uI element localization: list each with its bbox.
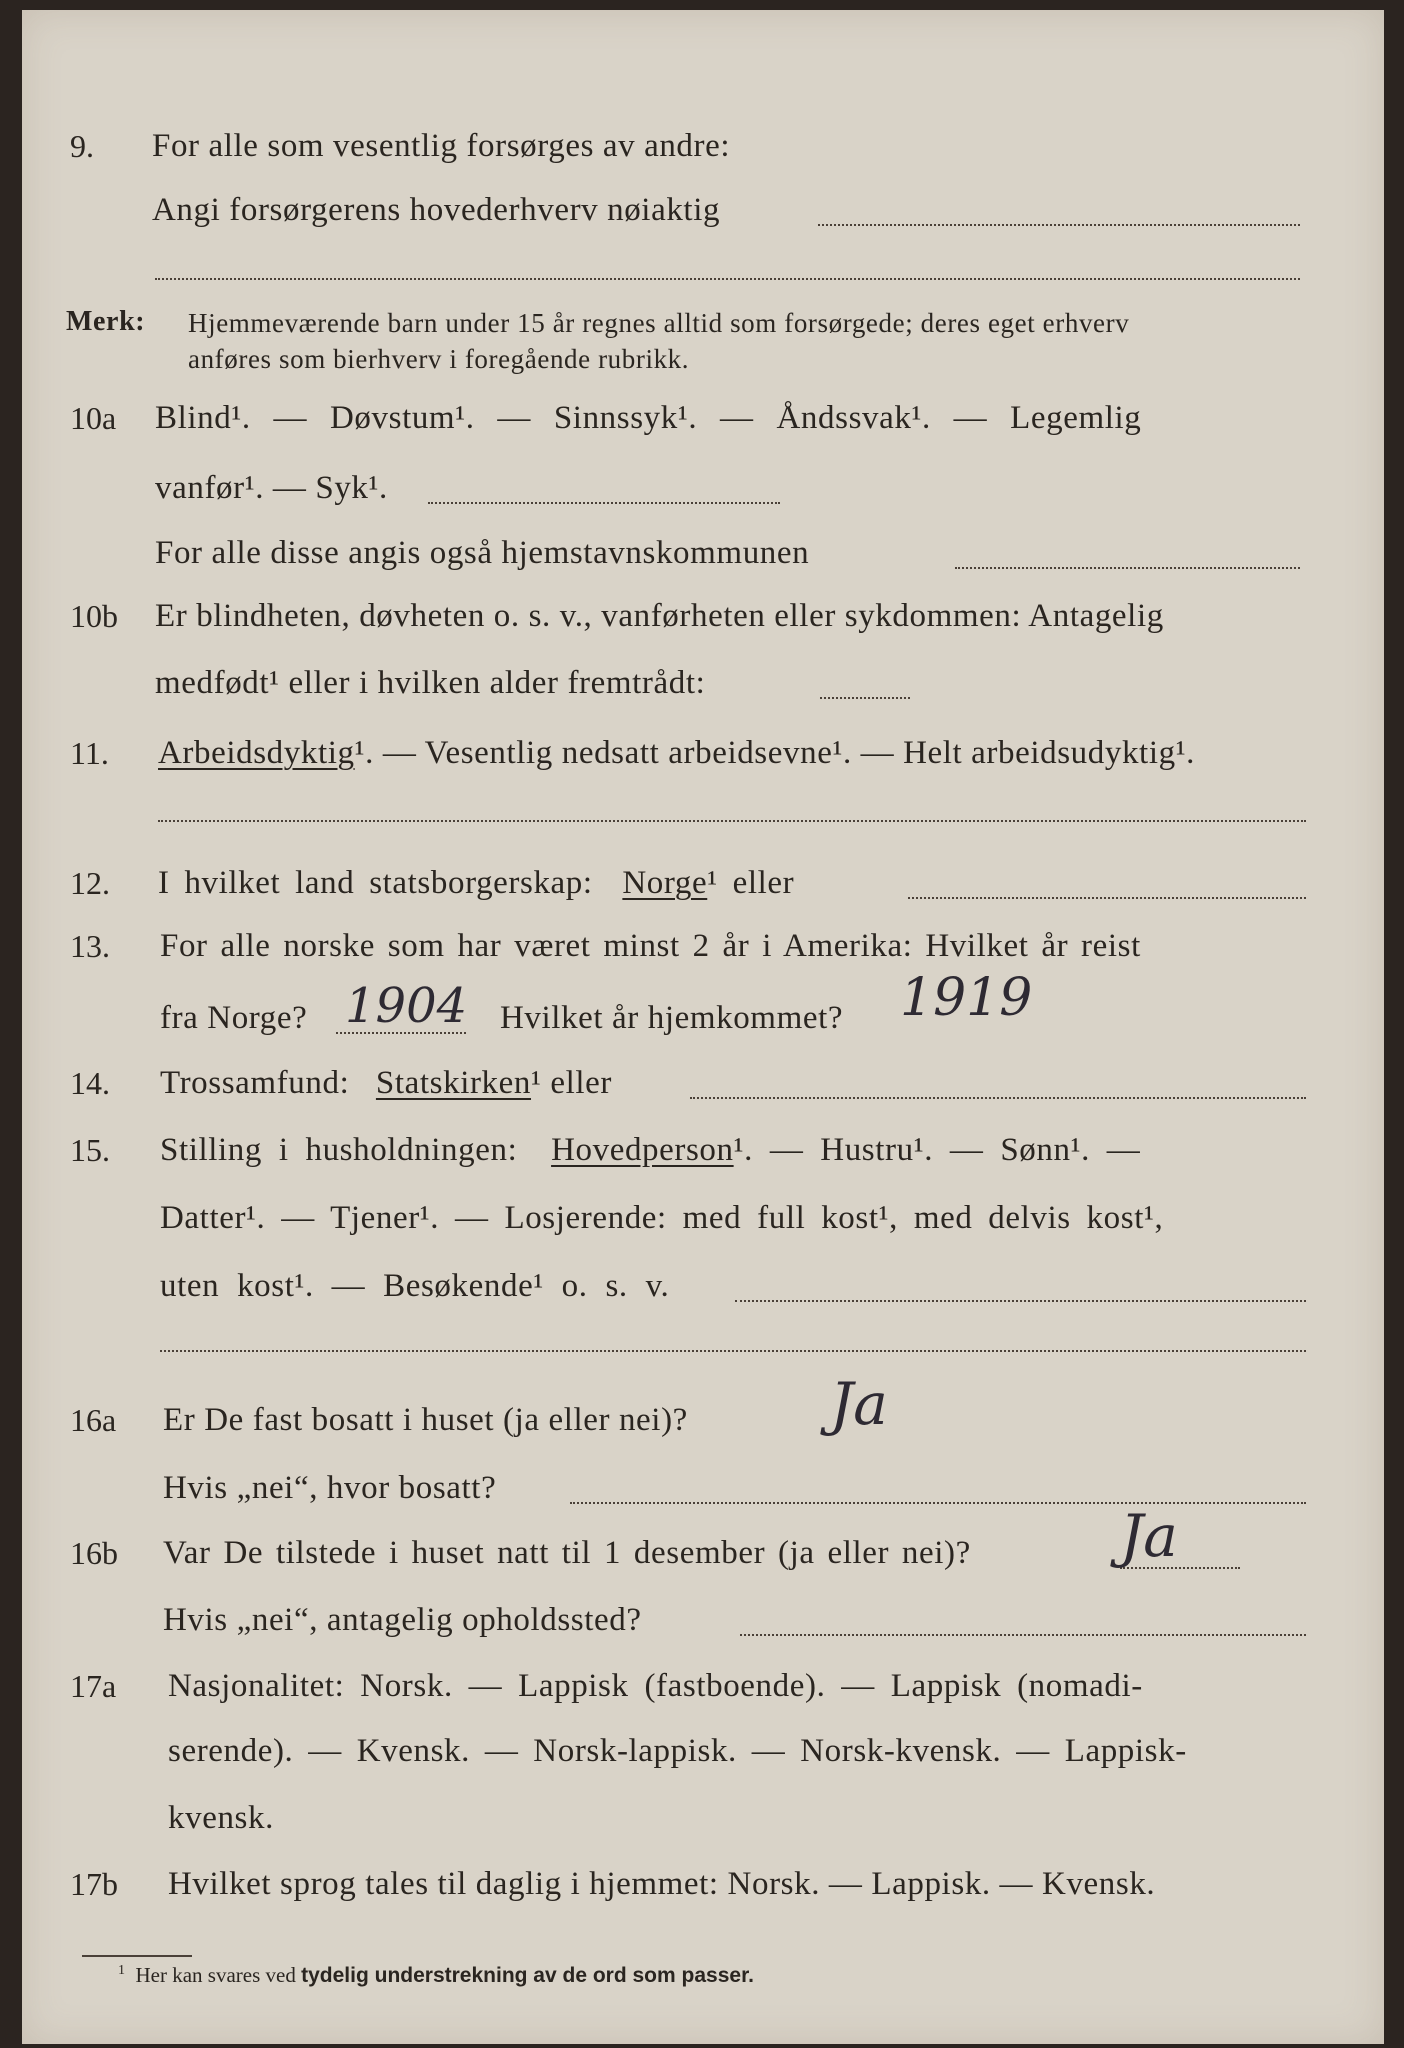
answer-line[interactable] bbox=[818, 224, 1300, 226]
answer-line[interactable] bbox=[570, 1502, 1306, 1504]
question-text bbox=[158, 735, 1195, 772]
question-text-after: ¹. — Hustru¹. — Sønn¹. — bbox=[733, 1132, 1141, 1168]
question-13 bbox=[0, 918, 1404, 978]
underlined-answer: Norge bbox=[622, 865, 708, 901]
question-text: Angi forsørgerens hovederhverv nøiaktig bbox=[152, 192, 721, 228]
underlined-answer: Statskirken bbox=[375, 1065, 532, 1101]
question-text-rest: ¹. — Vesentlig nedsatt arbeidsevne¹. — Helt arbeidsudyktig¹. bbox=[354, 735, 1196, 771]
answer-line[interactable] bbox=[428, 502, 780, 504]
question-16a-line2 bbox=[0, 1460, 1404, 1520]
question-9 bbox=[0, 118, 1404, 178]
underlined-answer: Hovedperson bbox=[551, 1132, 734, 1168]
question-text: vanfør¹. — Syk¹. bbox=[155, 470, 388, 506]
question-text: fra Norge? bbox=[160, 1000, 308, 1036]
question-text-before: Trossamfund: bbox=[160, 1065, 350, 1101]
answer-line[interactable] bbox=[160, 1350, 1306, 1352]
question-17b bbox=[0, 1856, 1404, 1916]
question-11 bbox=[0, 725, 1404, 785]
question-10b bbox=[0, 588, 1404, 648]
question-number: 14. bbox=[70, 1065, 110, 1101]
question-10a bbox=[0, 390, 1404, 450]
question-text-before: Stilling i husholdningen: bbox=[160, 1132, 518, 1168]
question-15-line3 bbox=[0, 1258, 1404, 1318]
question-text: Hvis „nei“, antagelig opholdssted? bbox=[163, 1602, 642, 1638]
question-text: serende). — Kvensk. — Norsk-lappisk. — Norsk-kvensk. — Lappisk- bbox=[168, 1733, 1187, 1769]
question-9-line2 bbox=[0, 182, 1404, 242]
question-text: Var De tilstede i huset natt til 1 desember (ja eller nei)? bbox=[163, 1535, 971, 1571]
footnote-mark: 1 bbox=[118, 1963, 125, 1978]
question-text: Er blindheten, døvheten o. s. v., vanførheten eller sykdommen: Antagelig bbox=[155, 598, 1164, 634]
handwritten-answer: Ja bbox=[1120, 1502, 1178, 1570]
handwritten-answer: Ja bbox=[830, 1370, 888, 1438]
question-10b-line2 bbox=[0, 655, 1404, 715]
answer-line[interactable] bbox=[735, 1300, 1306, 1302]
question-text bbox=[158, 865, 794, 902]
answer-line[interactable] bbox=[155, 278, 1300, 280]
question-text-after: ¹ eller bbox=[531, 1065, 612, 1101]
question-text bbox=[160, 1132, 1140, 1169]
question-text: uten kost¹. — Besøkende¹ o. s. v. bbox=[160, 1268, 670, 1304]
question-text: For alle disse angis også hjemstavnskommunen bbox=[155, 535, 810, 571]
question-12 bbox=[0, 855, 1404, 915]
question-text: Datter¹. — Tjener¹. — Losjerende: med full kost¹, med delvis kost¹, bbox=[160, 1200, 1164, 1236]
answer-line[interactable] bbox=[908, 897, 1306, 899]
question-number: 17b bbox=[70, 1866, 118, 1902]
footnote-text: Her kan svares ved bbox=[135, 1963, 296, 1987]
question-number: 12. bbox=[70, 865, 110, 901]
answer-line[interactable] bbox=[690, 1097, 1306, 1099]
question-15 bbox=[0, 1122, 1404, 1182]
handwritten-answer: 1904 bbox=[345, 978, 468, 1034]
question-16a bbox=[0, 1392, 1404, 1452]
answer-line[interactable] bbox=[158, 820, 1306, 822]
question-10a-line2 bbox=[0, 460, 1404, 520]
question-text: medfødt¹ eller i hvilken alder fremtrådt: bbox=[155, 665, 706, 701]
question-text: Hvis „nei“, hvor bosatt? bbox=[163, 1470, 497, 1506]
question-text-after: ¹ eller bbox=[707, 865, 795, 901]
answer-line[interactable] bbox=[740, 1634, 1306, 1636]
question-text: Hvilket år hjemkommet? bbox=[500, 1000, 844, 1036]
footnote-bold-text: tydelig understrekning av de ord som passer. bbox=[301, 1964, 754, 1987]
question-number: 17a bbox=[70, 1668, 117, 1704]
handwritten-answer: 1919 bbox=[900, 968, 1033, 1028]
question-number: 15. bbox=[70, 1132, 110, 1168]
question-number: 10b bbox=[70, 598, 118, 634]
question-text-before: I hvilket land statsborgerskap: bbox=[158, 865, 593, 901]
question-number: 13. bbox=[70, 928, 110, 964]
question-number: 9. bbox=[70, 128, 94, 164]
question-text: For alle som vesentlig forsørges av andre: bbox=[152, 128, 731, 164]
question-text: Hvilket sprog tales til daglig i hjemmet: Norsk. — Lappisk. — Kvensk. bbox=[168, 1866, 1156, 1902]
question-text: Er De fast bosatt i huset (ja eller nei)? bbox=[163, 1402, 688, 1438]
underlined-answer: Arbeidsdyktig bbox=[158, 735, 355, 771]
question-text: Blind¹. — Døvstum¹. — Sinnssyk¹. — Åndssvak¹. — Legemlig bbox=[155, 400, 1142, 436]
question-number: 16b bbox=[70, 1535, 118, 1571]
question-16b-line2 bbox=[0, 1592, 1404, 1652]
question-17a-line3 bbox=[0, 1790, 1404, 1850]
merk-text: anføres som bierhverv i foregående rubrikk. bbox=[188, 344, 690, 374]
question-text bbox=[160, 1065, 612, 1102]
question-17a-line2 bbox=[0, 1723, 1404, 1783]
question-10a-line3 bbox=[0, 525, 1404, 585]
question-17a bbox=[0, 1658, 1404, 1718]
question-text: For alle norske som har været minst 2 år i Amerika: Hvilket år reist bbox=[160, 928, 1141, 964]
question-text: Nasjonalitet: Norsk. — Lappisk (fastboende). — Lappisk (nomadi- bbox=[168, 1668, 1143, 1704]
question-text: kvensk. bbox=[168, 1800, 274, 1836]
question-number: 16a bbox=[70, 1402, 117, 1438]
footnote-rule bbox=[82, 1955, 192, 1957]
question-number: 10a bbox=[70, 400, 117, 436]
question-15-line2 bbox=[0, 1190, 1404, 1250]
merk-label: Merk: bbox=[66, 306, 146, 337]
answer-line[interactable] bbox=[955, 567, 1300, 569]
question-number: 11. bbox=[70, 735, 109, 771]
question-14 bbox=[0, 1055, 1404, 1115]
merk-note-line2 bbox=[0, 334, 1404, 394]
question-13-line2 bbox=[0, 990, 1404, 1050]
question-16b bbox=[0, 1525, 1404, 1585]
answer-line[interactable] bbox=[820, 697, 910, 699]
footnote bbox=[118, 1963, 754, 1988]
merk-text: Hjemmeværende barn under 15 år regnes alltid som forsørgede; deres eget erhverv bbox=[188, 308, 1130, 338]
